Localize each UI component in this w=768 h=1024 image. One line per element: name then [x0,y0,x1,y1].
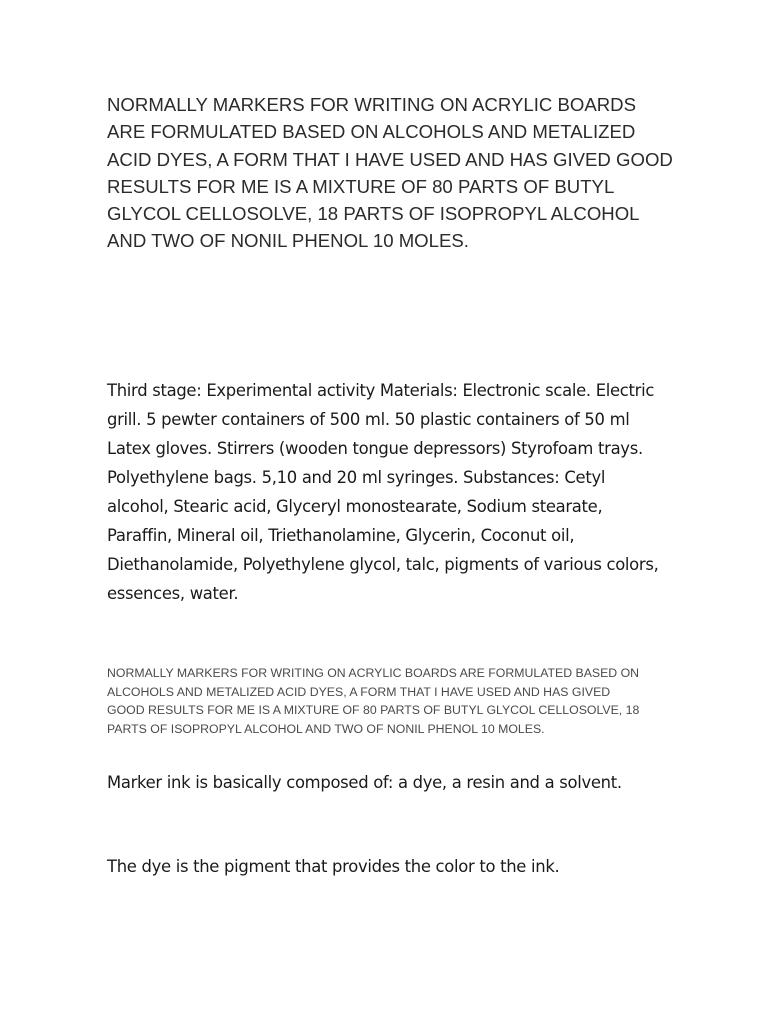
dye-definition-sentence: The dye is the pigment that provides the color to the ink. [107,857,560,876]
ink-composition-sentence: Marker ink is basically composed of: a dye, a resin and a solvent. [107,773,622,792]
materials-paragraph: Third stage: Experimental activity Materials: Electronic scale. Electric grill. 5 pewter containers of 500 ml. 50 plastic containers of 50 ml Latex gloves. Stirrers (wooden tongue depressors) Styrofoam trays. Polyethylene bags. 5,10 and 20 ml syringes. Substances: Cetyl alcohol, Stearic acid, Glyceryl monostearate, Sodium stearate, Paraffin, Mineral oil, Triethanolamine, Glycerin, Coconut oil, Diethanolamide, Polyethylene glycol, talc, pigments of various colors, essences, water. [107,381,659,603]
repeated-heading-paragraph: NORMALLY MARKERS FOR WRITING ON ACRYLIC BOARDS ARE FORMULATED BASED ON ALCOHOLS AND METALIZED ACID DYES, A FORM THAT I HAVE USED AND HAS GIVED GOOD RESULTS FOR ME IS A MIXTURE OF 80 PARTS OF BUTYL GLYCOL CELLOSOLVE, 18 PARTS OF ISOPROPYL ALCOHOL AND TWO OF NONIL PHENOL 10 MOLES. [107,666,640,736]
heading-paragraph: NORMALLY MARKERS FOR WRITING ON ACRYLIC BOARDS ARE FORMULATED BASED ON ALCOHOLS AND METALIZED ACID DYES, A FORM THAT I HAVE USED AND HAS GIVED GOOD RESULTS FOR ME IS A MIXTURE OF 80 PARTS OF BUTYL GLYCOL CELLOSOLVE, 18 PARTS OF ISOPROPYL ALCOHOL AND TWO OF NONIL PHENOL 10 MOLES. [107,94,673,252]
